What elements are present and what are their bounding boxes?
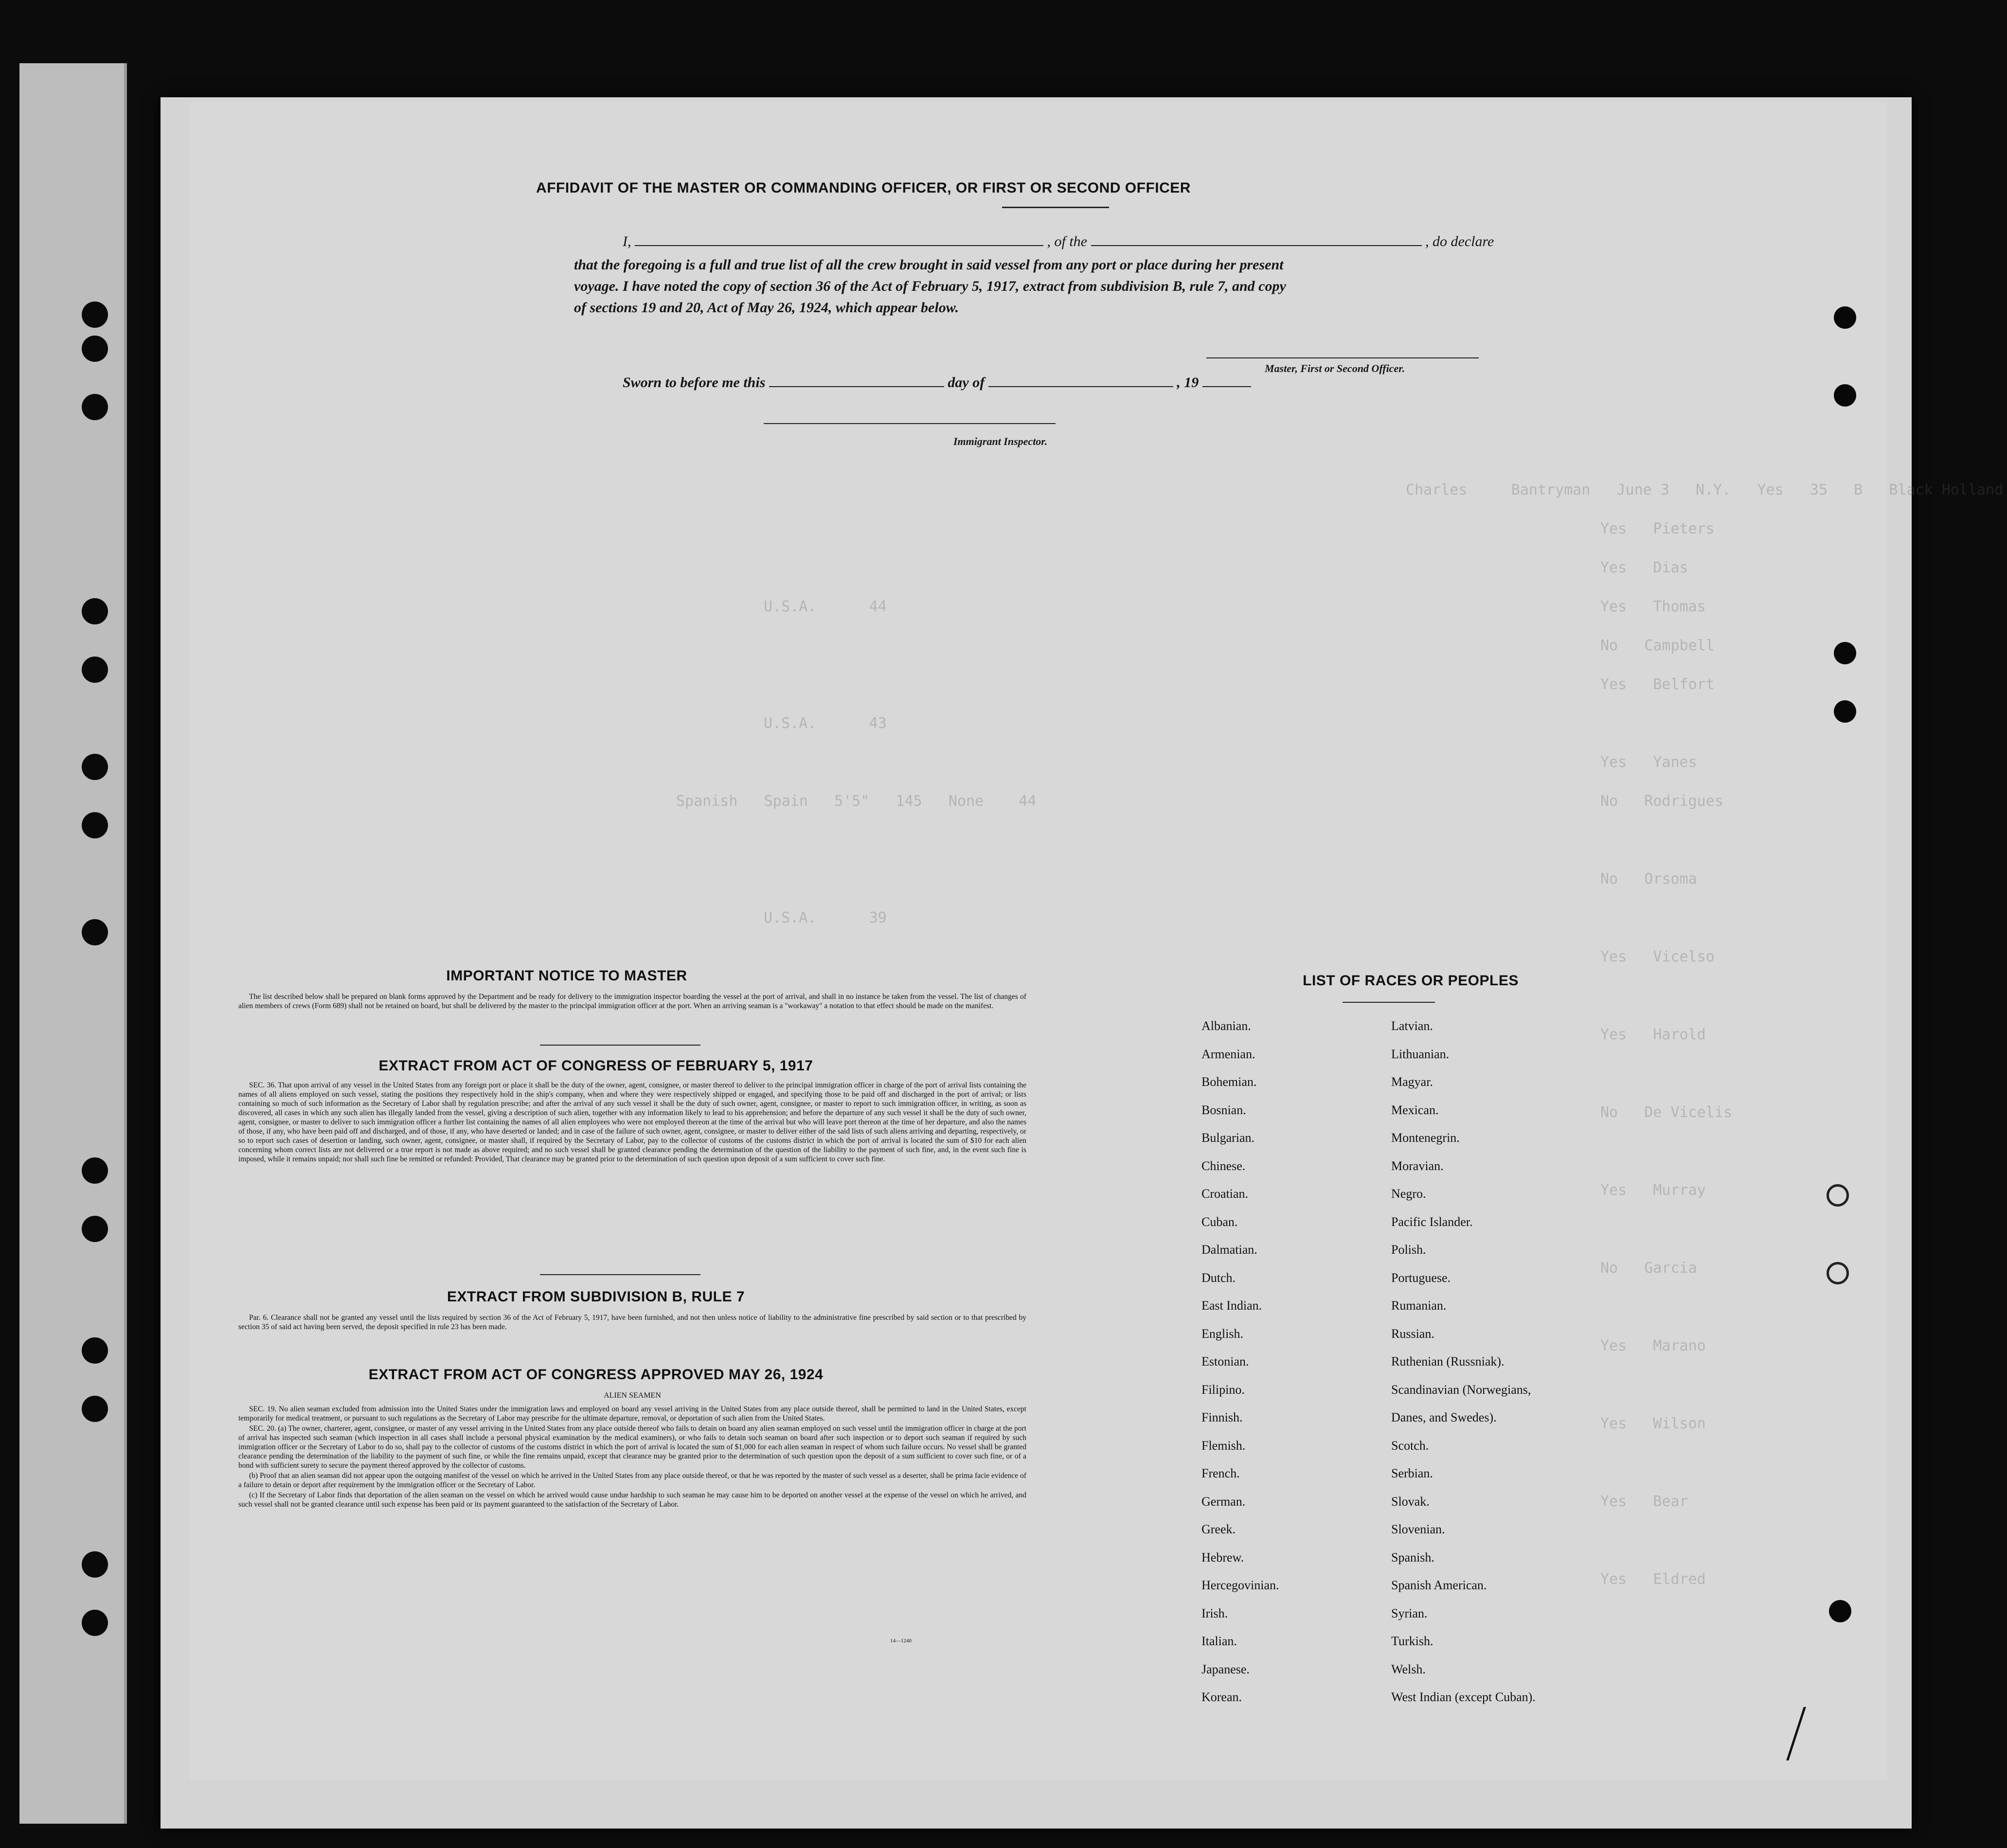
affidavit-line1-end: , do declare [1425,233,1494,249]
race-item: English. [1201,1326,1243,1341]
race-item: Pacific Islander. [1391,1214,1473,1229]
race-item: Latvian. [1391,1019,1433,1033]
race-item: Italian. [1201,1634,1237,1648]
race-item: Serbian. [1391,1466,1433,1480]
notice-paragraph: The list described below shall be prepared on blank forms approved by the Department and be ready for delivery to the immigration inspector boarding the vessel at the port of arrival, and shall in no instance be taken from the vessel. The list of changes of alien members of crews (Form 689) shall not be retained on board, but shall be delivered by the master to the principal immigration officer at the port. When an arriving seaman is a "workaway" a notation to that effect should be made on the manifest. [238,993,1026,1010]
race-item: German. [1201,1494,1246,1509]
inspector-signature-line [764,423,1056,424]
year-blank [1202,375,1251,387]
affidavit-line3: voyage. I have noted the copy of section 36 of the Act of February 5, 1917, extract from subdivision B, rule 7, and copy [574,278,1286,294]
races-left-column [1201,1019,1279,1718]
master-signature-line [1206,357,1479,358]
bleed-through-text: Yes Thomas [1600,598,1706,615]
race-item: Scandinavian (Norwegians, [1391,1382,1531,1397]
race-item: Chinese. [1201,1158,1246,1173]
notice-title: IMPORTANT NOTICE TO MASTER [446,968,687,984]
sec-20c-paragraph: (c) If the Secretary of Labor finds that deportation of the alien seaman on the vessel on which he arrived would cause undue hardship to such seaman he may cause him to be deported on another vessel at the expense of the vessel on which he arrived, and such vessel shall not be granted clearance until such expense has been paid or its payment guaranteed to the satisfaction of the Secretary of Labor. [238,1491,1026,1509]
race-item: Korean. [1201,1690,1242,1704]
alien-seamen-subtitle: ALIEN SEAMEN [604,1391,661,1400]
form-number: 14—1240 [890,1638,912,1644]
race-item: East Indian. [1201,1298,1262,1313]
affidavit-line4: of sections 19 and 20, Act of May 26, 1924, which appear below. [574,300,959,316]
affidavit-line1-start: I, [623,233,631,249]
extract-1924-text [238,1404,1026,1510]
bleed-through-text: Charles Bantryman June 3 N.Y. Yes 35 B Black Holland [1406,481,2004,498]
race-item: Moravian. [1391,1158,1444,1173]
race-item: Spanish American. [1391,1578,1487,1592]
sworn-start: Sworn to before me this [623,374,766,391]
pen-mark [1786,1707,1835,1760]
race-item: Bulgarian. [1201,1131,1255,1145]
par-6-paragraph: Par. 6. Clearance shall not be granted any vessel until the lists required by section 36 of the Act of February 5, 1917, have been furnished, and not then unless notice of liability to the administrative fine prescribed by said section or to that prescribed by section 35 of said act having been served, the deposit specified in rule 23 has been made. [238,1314,1026,1331]
race-item: Portuguese. [1391,1270,1451,1285]
extract-1924-title: EXTRACT FROM ACT OF CONGRESS APPROVED MAY 26, 1924 [368,1367,824,1383]
notice-text [238,992,1026,1012]
punch-hole [82,1396,108,1422]
master-signature-label: Master, First or Second Officer. [1265,362,1405,374]
punch-hole [82,1157,108,1184]
sec-20a-paragraph: SEC. 20. (a) The owner, charterer, agent, consignee, or master of any vessel arriving in the United States from any place outside thereof who fails to detain on board any alien seaman employed on such vessel until the immigration officer in charge at the port of arrival has inspected such seaman (which inspection in all cases shall include a personal physical examination by the medical examiners), or who fails to detain such seaman on board after such inspection or to deport such seaman if required by such immigration officer or the Secretary of Labor to do so, shall pay to the collector of customs of the customs district in which the port of arrival is located the sum of $1,000 for each alien seaman in respect of whom such failure occurs. No vessel shall be granted clearance pending the determination of the liability to the payment of such fine, or while the fine remains unpaid, except that clearance may be granted prior to the determination of such question upon the deposit of a sum sufficient to cover such fine, or of a bond with sufficient surety to secure the payment thereof approved by the collector of customs. [238,1424,1026,1470]
race-item: Spanish. [1391,1550,1434,1564]
race-item: Magyar. [1391,1075,1433,1089]
divider [1343,1002,1435,1003]
bleed-through-text: Yes Vicelso [1600,948,1715,965]
race-item: Danes, and Swedes). [1391,1410,1497,1424]
punch-hole [82,919,108,945]
race-item: Hebrew. [1201,1550,1244,1564]
punch-hole [82,598,108,624]
bleed-through-text: U.S.A. 44 [764,598,887,615]
race-item: Armenian. [1201,1047,1255,1061]
race-item: Cuban. [1201,1214,1238,1229]
punch-hole [1829,1600,1851,1622]
punch-hole [1827,1184,1849,1207]
bleed-through-text: No Rodrigues [1600,793,1723,810]
punch-hole [82,1551,108,1578]
section-36-paragraph: SEC. 36. That upon arrival of any vessel in the United States from any foreign port or place it shall be the duty of the owner, agent, consignee, or master thereof to deliver to the principal immigration officer in charge of the port of arrival lists containing the names of all aliens employed on such vessel, stating the positions they respectively hold in the ship's company, when and where they were respectively shipped or engaged, and specifying those to be paid off and discharged in the port of arrival; or lists containing so much of such information as the Secretary of Labor shall by regulation prescribe; and after the arrival of any such vessel it shall be the duty of such owner, agent, consignee, or master to report to such immigration officer, in writing, as soon as discovered, all cases in which any such alien has illegally landed from the vessel, giving a description of such alien, together with any information likely to lead to his apprehension; and before the departure of any such vessel it shall be the duty of such owner, agent, consignee, or master to deliver to such immigration officer a further list containing the names of all alien employees who were not employed thereon at the time of the arrival but who will leave port thereon at the time of her departure, and also the names of those, if any, who have been paid off and discharged, and of those, if any, who have deserted or landed; and in case of the failure of such owner, agent, consignee, or master to deliver either of the said lists of such aliens arriving and departing, respectively, or so to report such cases of desertion or landing, such owner, agent, consignee, or master shall, if required by the Secretary of Labor, pay to the collector of customs of the customs district in which the port of arrival is located the sum of $10 for each alien concerning whom correct lists are not delivered or a true report is not made as above required; and no such vessel shall be granted clearance pending the determination of the question of the liability to the payment of such fine, and, in the event such fine is imposed, while it remains unpaid; nor shall such fine be remitted or refunded: Provided, That clearance may be granted prior to the determination of such question upon deposit of a sum sufficient to cover such fine. [238,1081,1026,1163]
punch-hole [1834,700,1856,723]
month-blank [988,375,1173,387]
race-item: Scotch. [1391,1438,1429,1453]
race-item: West Indian (except Cuban). [1391,1690,1536,1704]
race-item: Estonian. [1201,1354,1249,1368]
race-item: Finnish. [1201,1410,1243,1424]
punch-hole [82,336,108,362]
affidavit-line1 [623,233,1494,250]
punch-hole [82,812,108,838]
race-item: Mexican. [1391,1102,1439,1117]
name-blank [635,234,1043,246]
bleed-through-text: Yes Bear [1600,1493,1688,1510]
sec-19-paragraph: SEC. 19. No alien seaman excluded from admission into the United States under the immigration laws and employed on board any vessel arriving in the United States from any place outside thereof, shall be permitted to land in the United States, except temporarily for medical treatment, or pursuant to such regulations as the Secretary of Labor may prescribe for the ultimate departure, removal, or deportation of such alien from the United States. [238,1405,1026,1422]
race-item: Lithuanian. [1391,1047,1450,1061]
bleed-through-text: Yes Marano [1600,1337,1706,1354]
race-item: Russian. [1391,1326,1434,1341]
race-item: Syrian. [1391,1606,1428,1620]
affidavit-line2: that the foregoing is a full and true list of all the crew brought in said vessel from any port or place during her present [574,257,1284,273]
punch-hole [1834,306,1856,329]
bleed-through-text: Yes Harold [1600,1026,1706,1043]
race-item: Welsh. [1391,1662,1426,1676]
race-item: Dalmatian. [1201,1243,1257,1257]
race-item: Irish. [1201,1606,1228,1620]
binding-strip [19,63,127,1824]
races-title: LIST OF RACES OR PEOPLES [1303,973,1519,989]
race-item: Montenegrin. [1391,1131,1460,1145]
race-item: Bosnian. [1201,1102,1246,1117]
punch-hole [82,754,108,780]
bleed-through-text: Yes Wilson [1600,1415,1706,1432]
inspector-label: Immigrant Inspector. [953,435,1048,447]
affidavit-line1-mid: , of the [1047,233,1087,249]
race-item: Japanese. [1201,1662,1250,1676]
vessel-blank [1091,234,1422,246]
bleed-through-text: U.S.A. 43 [764,715,887,732]
race-item: Filipino. [1201,1382,1245,1397]
bleed-through-text: Yes Eldred [1600,1571,1706,1588]
punch-hole [82,1216,108,1242]
bleed-through-text: No Garcia [1600,1260,1697,1277]
punch-hole [1834,384,1856,407]
divider [1002,207,1109,208]
race-item: Albanian. [1201,1019,1251,1033]
bleed-through-text: Yes Yanes [1600,754,1697,771]
bleed-through-text: No Campbell [1600,637,1715,654]
extract-1917-title: EXTRACT FROM ACT OF CONGRESS OF FEBRUARY 5, 1917 [378,1058,813,1074]
race-item: Bohemian. [1201,1075,1257,1089]
race-item: Turkish. [1391,1634,1434,1648]
divider [540,1045,700,1046]
race-item: Hercegovinian. [1201,1578,1279,1592]
bleed-through-text: Yes Dias [1600,559,1688,576]
subdivision-b-text [238,1313,1026,1333]
race-item: Polish. [1391,1243,1426,1257]
affidavit-title: AFFIDAVIT OF THE MASTER OR COMMANDING OFFICER, OR FIRST OR SECOND OFFICER [536,180,1191,196]
punch-hole [82,657,108,683]
day-blank [769,375,944,387]
punch-hole [82,394,108,420]
race-item: Greek. [1201,1522,1236,1536]
race-item: Slovak. [1391,1494,1430,1509]
bleed-through-text: No Orsoma [1600,871,1697,888]
race-item: Ruthenian (Russniak). [1391,1354,1505,1368]
sworn-mid: day of [948,374,985,391]
bleed-through-text: Yes Belfort [1600,676,1715,693]
punch-hole [82,302,108,328]
sworn-line [623,374,1251,391]
sec-20b-paragraph: (b) Proof that an alien seaman did not appear upon the outgoing manifest of the vessel on which he arrived in the United States from any place outside thereof, or that he was reported by the master of such vessel as a deserter, shall be prima facie evidence of a failure to detain or deport after requirement by the immigration officer or the Secretary of Labor. [238,1472,1026,1489]
punch-hole [1834,642,1856,664]
subdivision-b-title: EXTRACT FROM SUBDIVISION B, RULE 7 [447,1289,745,1305]
race-item: Slovenian. [1391,1522,1445,1536]
punch-hole [82,1337,108,1364]
race-item: Croatian. [1201,1187,1249,1201]
document-page [190,102,2004,1780]
extract-1917-text [238,1081,1026,1165]
bleed-through-text: U.S.A. 39 [764,909,887,926]
race-item: Negro. [1391,1187,1426,1201]
race-item: Flemish. [1201,1438,1246,1453]
bleed-through-text: Yes Murray [1600,1182,1706,1199]
punch-hole [1827,1262,1849,1284]
race-item: Dutch. [1201,1270,1236,1285]
bleed-through-text: No De Vicelis [1600,1104,1732,1121]
sworn-end: , 19 [1177,374,1199,391]
race-item: Rumanian. [1391,1298,1447,1313]
punch-hole [82,1610,108,1636]
divider [540,1274,700,1275]
bleed-through-text: Yes Pieters [1600,520,1715,537]
races-right-column [1391,1019,1536,1718]
bleed-through-text: Spanish Spain 5'5" 145 None 44 [676,793,1037,810]
race-item: French. [1201,1466,1240,1480]
